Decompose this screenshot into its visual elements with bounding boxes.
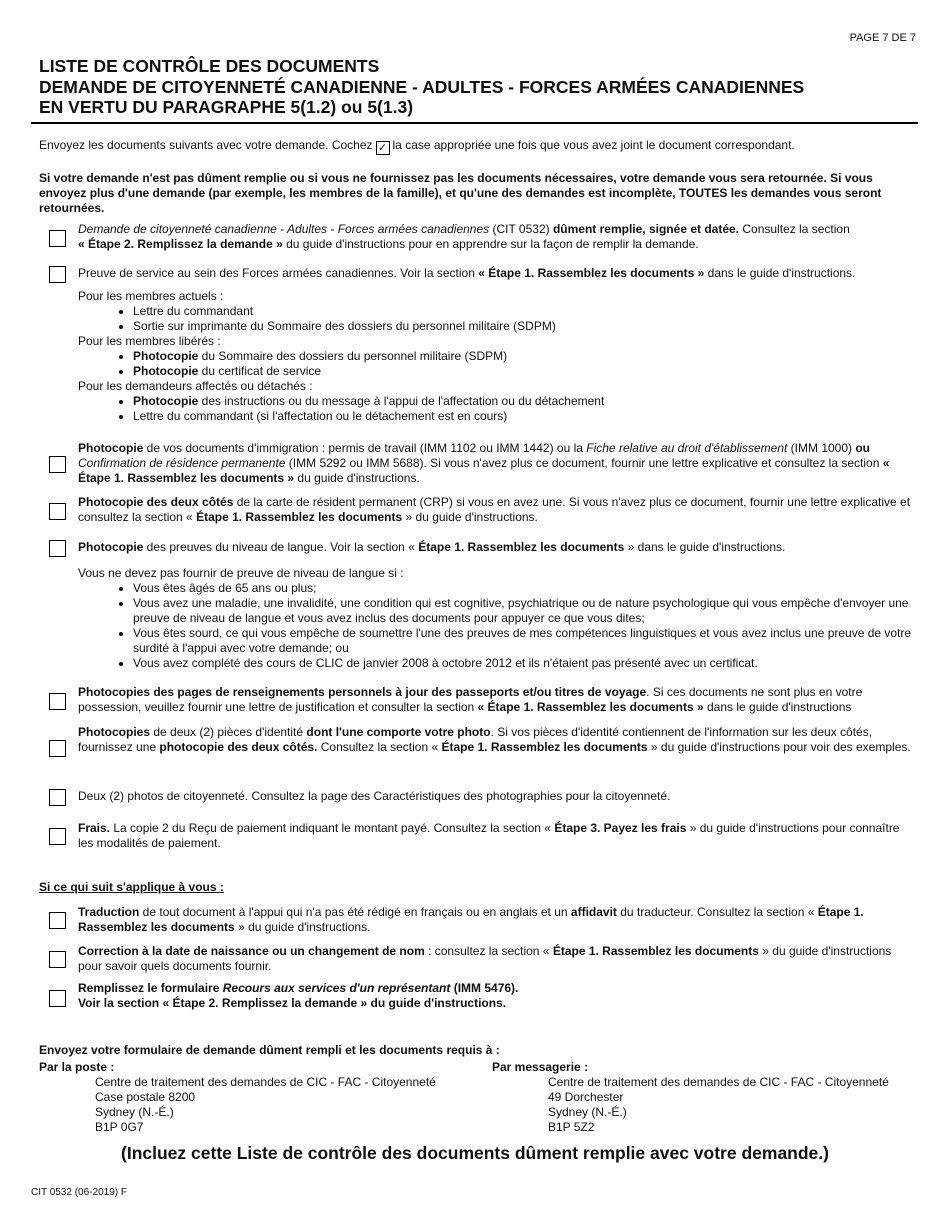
t: Étape 3. Payez les frais (554, 821, 687, 835)
t: dont l'une comporte votre photo (306, 725, 491, 739)
checkbox-immigration-documents[interactable] (49, 456, 66, 473)
send-to-heading: Envoyez votre formulaire de demande dûment rempli et les documents requis à : (39, 1043, 500, 1057)
t: Photocopie (133, 394, 199, 408)
t: . Si vos pièces d'identité contiennent de l'information sur les deux côtés, fournissez une (78, 725, 873, 754)
list-item: • Vous avez une maladie, une invalidité, une condition qui est cognitive, psychiatrique ou de nature psychologique qui vous empêche d'envoyer une preuve de niveau de langue et vous avez inclus des documents pour appuyer ce que vous dites; (133, 596, 916, 626)
list-item (133, 349, 916, 364)
item-name-date-correction (78, 944, 916, 974)
item-representative (78, 981, 916, 1011)
t: Photocopie (78, 441, 144, 455)
t: Remplissez le formulaire (78, 981, 223, 995)
courier-label: Par messagerie : (492, 1060, 589, 1074)
address-line: Sydney (N.-É.) (95, 1105, 174, 1119)
service-released-label: Pour les membres libérés : (78, 334, 221, 348)
t: Photocopie (133, 364, 199, 378)
item-proof-of-service (78, 266, 916, 281)
if-applicable-heading: Si ce qui suit s'applique à vous : (39, 880, 224, 894)
item-photos: Deux (2) photos de citoyenneté. Consultez la page des Caractéristiques des photographies pour la citoyenneté. (78, 789, 671, 803)
t: Correction à la date de naissance ou un changement de nom (78, 944, 425, 958)
t: dûment remplie, signée et datée. (552, 222, 740, 236)
t: » dans le guide d'instructions. (624, 540, 786, 554)
address-line: B1P 0G7 (95, 1120, 144, 1134)
item-identity-pieces (78, 725, 916, 755)
t: Photocopies des pages de renseignements personnels à jour des passeports et/ou titres de voyage (78, 685, 647, 699)
item-translation (78, 905, 916, 935)
t: de la carte de résident permanent (CRP) si vous en avez une. Si vous n'avez plus ce document, fournir une lettre explicative et consultez la section « (78, 495, 911, 524)
checkbox-language-proof[interactable] (49, 540, 66, 557)
t: : consultez la section « (424, 944, 553, 958)
t: Recours aux services d'un représentant (222, 981, 451, 995)
t: Étape 1. Rassemblez les documents (552, 944, 759, 958)
courier-address (492, 1060, 889, 1135)
list-item (133, 364, 916, 379)
t: Preuve de service au sein des Forces armées canadiennes. Voir la section (78, 266, 479, 280)
t: de tout document à l'appui qui n'a pas été rédigé en français ou en anglais et un (139, 905, 571, 919)
t: Traduction (78, 905, 140, 919)
t: Photocopie (133, 349, 199, 363)
t: « Étape 1. Rassemblez les documents » (78, 456, 890, 485)
t: du Sommaire des dossiers du personnel militaire (SDPM) (198, 349, 508, 363)
page-number: PAGE 7 DE 7 (849, 32, 916, 44)
item-pr-card (78, 495, 916, 525)
list-item: • Vous êtes âgés de 65 ans ou plus; (133, 581, 916, 596)
list-item: • Vous êtes sourd, ce qui vous empêche de soumettre l'une des preuves de mes compétences linguistiques et vous avez inclus une preuve de votre surdité à l'appui avec votre demande; ou (133, 626, 916, 656)
t: « Étape 1. Rassemblez les documents » (477, 700, 704, 714)
t: du traducteur. Consultez la section « (616, 905, 818, 919)
checkbox-passport-pages[interactable] (49, 693, 66, 710)
t: du guide d'instructions. (294, 471, 420, 485)
t: » du guide d'instructions. (234, 920, 371, 934)
t: dans le guide d'instructions. (704, 266, 856, 280)
title-line-3: EN VERTU DU PARAGRAPHE 5(1.2) ou 5(1.3) (39, 97, 414, 117)
checkbox-application-form[interactable] (49, 230, 66, 247)
list-item: • Lettre du commandant (si l'affectation ou le détachement est en cours) (133, 409, 916, 424)
checkbox-representative[interactable] (49, 990, 66, 1007)
t: » du guide d'instructions pour connaître les modalités de paiement. (78, 821, 900, 850)
checkbox-translation[interactable] (49, 912, 66, 929)
t: (IMM 5292 ou IMM 5688). Si vous n'avez plus ce document, fournir une lettre explicative et consultez la section (285, 456, 883, 470)
list-item: • Lettre du commandant (133, 304, 916, 319)
address-line: B1P 5Z2 (548, 1120, 595, 1134)
item-fees (78, 821, 916, 851)
checkbox-name-date-correction[interactable] (49, 951, 66, 968)
language-exemptions (78, 566, 916, 671)
t: « Étape 2. Remplissez la demande » (78, 237, 283, 251)
service-current-label: Pour les membres actuels : (78, 289, 224, 303)
t: » du guide d'instructions pour voir des exemples. (647, 740, 911, 754)
address-line: 49 Dorchester (548, 1090, 624, 1104)
t: Photocopie des deux côtés (78, 495, 234, 509)
service-assigned-label: Pour les demandeurs affectés ou détachés : (78, 379, 313, 393)
language-exemptions-label: Vous ne devez pas fournir de preuve de niveau de langue si : (78, 566, 404, 580)
t: » du guide d'instructions. (402, 510, 538, 524)
checkbox-fees[interactable] (49, 828, 66, 845)
t: Étape 1. Rassemblez les documents (441, 740, 648, 754)
address-line: Case postale 8200 (95, 1090, 196, 1104)
list-item (133, 394, 916, 409)
t: du certificat de service (198, 364, 322, 378)
checkbox-pr-card[interactable] (49, 503, 66, 520)
item-passport-pages (78, 685, 916, 715)
page-title (39, 56, 804, 118)
t: . Si ces documents ne sont plus en votre possession, veuillez fournir une lettre de justification et consulter la section (78, 685, 863, 714)
address-line: Centre de traitement des demandes de CIC - FAC - Citoyenneté (548, 1075, 889, 1089)
t: La copie 2 du Reçu de paiement indiquant le montant payé. Consultez la section « (110, 821, 555, 835)
t: Étape 1. Rassemblez les documents (418, 540, 625, 554)
item-application-form (78, 222, 916, 252)
t: Demande de citoyenneté canadienne - Adultes - Forces armées canadiennes (78, 222, 490, 236)
title-line-1: LISTE DE CONTRÔLE DES DOCUMENTS (39, 56, 380, 76)
mail-address (39, 1060, 436, 1135)
t: dans le guide d'instructions (703, 700, 852, 714)
t: Photocopies (78, 725, 151, 739)
t: du guide d'instructions pour en apprendre sur la façon de remplir la demande. (282, 237, 699, 251)
t: affidavit (570, 905, 617, 919)
title-divider (31, 122, 918, 124)
t: de vos documents d'immigration : permis de travail (IMM 1102 ou IMM 1442) ou la (143, 441, 587, 455)
t: des preuves du niveau de langue. Voir la section « (143, 540, 419, 554)
t: des instructions ou du message à l'appui de l'affectation ou du détachement (198, 394, 605, 408)
warning-text: Si votre demande n'est pas dûment remplie ou si vous ne fournissez pas les documents nécessaires, votre demande vous sera retournée. Si vous envoyez plus d'une demande (par exemple, les membres de la famille), et qu'une des demandes est incomplète, TOUTES les demandes vous seront retournées. (39, 171, 882, 215)
t: Photocopie (78, 540, 144, 554)
checkbox-example-icon: ✓ (376, 141, 390, 155)
t: (CIT 0532) (489, 222, 553, 236)
final-note: (Incluez cette Liste de contrôle des documents dûment remplie avec votre demande.) (121, 1143, 829, 1163)
t: Consultez la section (739, 222, 850, 236)
intro-before: Envoyez les documents suivants avec votre demande. Cochez (39, 138, 373, 152)
t: ou (855, 441, 871, 455)
t: Étape 1. Rassemblez les documents (196, 510, 403, 524)
t: Consultez la section « (317, 740, 442, 754)
checkbox-photos[interactable] (49, 789, 66, 806)
mail-label: Par la poste : (39, 1060, 115, 1074)
intro-text (39, 138, 795, 155)
service-details (78, 289, 916, 424)
t: Confirmation de résidence permanente (78, 456, 286, 470)
t: « Étape 1. Rassemblez les documents » (478, 266, 705, 280)
list-item: • Sortie sur imprimante du Sommaire des dossiers du personnel militaire (SDPM) (133, 319, 916, 334)
t: Fiche relative au droit d'établissement (586, 441, 788, 455)
address-line: Centre de traitement des demandes de CIC - FAC - Citoyenneté (95, 1075, 436, 1089)
t: » du guide d'instructions pour savoir quels documents fournir. (78, 944, 892, 973)
t: de deux (2) pièces d'identité (150, 725, 307, 739)
t: photocopie des deux côtés. (159, 740, 318, 754)
t: Voir la section « Étape 2. Remplissez la demande » du guide d'instructions. (78, 996, 507, 1010)
t: Frais. (78, 821, 111, 835)
list-item: • Vous avez complété des cours de CLIC de janvier 2008 à octobre 2012 et ils n'étaient pas présenté avec un certificat. (133, 656, 916, 671)
checkbox-proof-of-service[interactable] (49, 266, 66, 283)
t: (IMM 5476). (450, 981, 519, 995)
title-line-2: DEMANDE DE CITOYENNETÉ CANADIENNE - ADULTES - FORCES ARMÉES CANADIENNES (39, 76, 805, 97)
form-code: CIT 0532 (06-2019) F (31, 1187, 127, 1198)
t: Étape 1. Rassemblez les documents (78, 905, 864, 934)
address-line: Sydney (N.-É.) (548, 1105, 627, 1119)
t: (IMM 1000) (787, 441, 856, 455)
checkbox-identity-pieces[interactable] (49, 740, 66, 757)
intro-after: la case appropriée une fois que vous avez joint le document correspondant. (392, 138, 795, 152)
item-immigration-documents (78, 441, 916, 486)
item-language-proof (78, 540, 916, 555)
